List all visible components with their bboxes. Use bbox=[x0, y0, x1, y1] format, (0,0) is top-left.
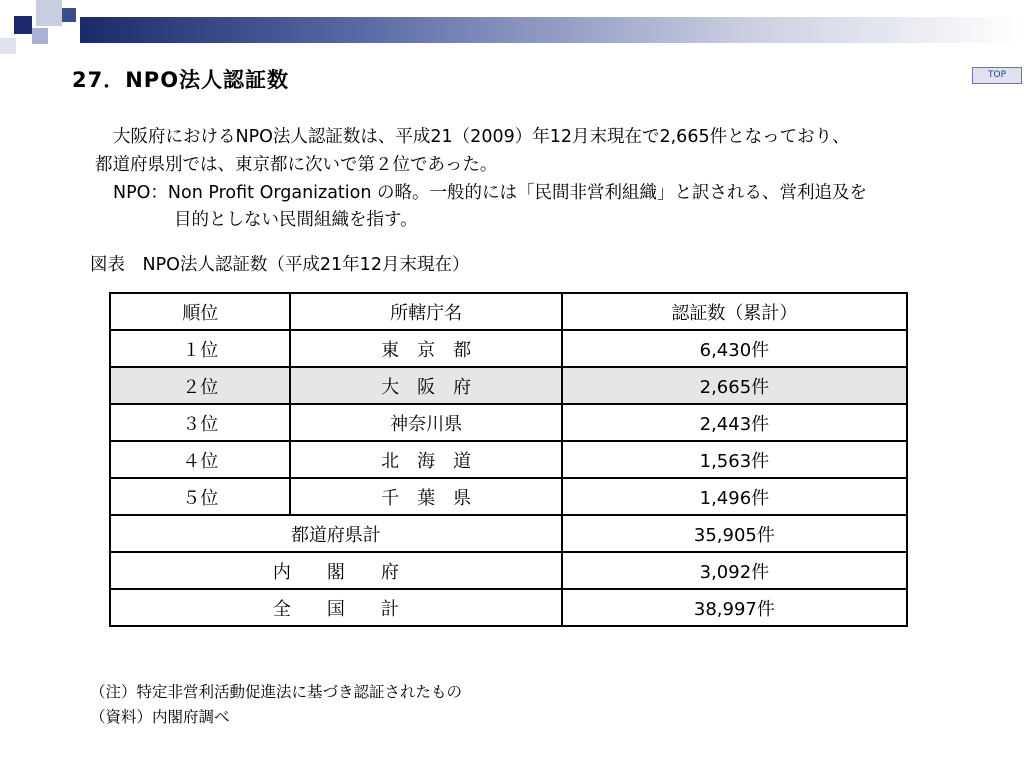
header-authority: 所轄庁名 bbox=[290, 293, 561, 330]
rank-cell: ４位 bbox=[110, 441, 290, 478]
header-rank: 順位 bbox=[110, 293, 290, 330]
authority-cell: 神奈川県 bbox=[290, 404, 561, 441]
total-row-prefectures bbox=[110, 515, 907, 552]
total-label-cell: 全 国 計 bbox=[110, 589, 562, 626]
total-label-cell: 都道府県計 bbox=[110, 515, 562, 552]
total-label-cell: 内 閣 府 bbox=[110, 552, 562, 589]
total-count-cell: 38,997件 bbox=[562, 589, 907, 626]
authority-cell: 千 葉 県 bbox=[290, 478, 561, 515]
rank-cell: ２位 bbox=[110, 367, 290, 404]
rank-cell: ５位 bbox=[110, 478, 290, 515]
intro-line-2: 都道府県別では、東京都に次いで第２位であった。 bbox=[95, 155, 498, 175]
footnote-note: （注）特定非営利活動促進法に基づき認証されたもの bbox=[90, 683, 463, 701]
corner-square-pale bbox=[0, 38, 16, 54]
total-count-cell: 35,905件 bbox=[562, 515, 907, 552]
authority-cell: 東 京 都 bbox=[290, 330, 561, 367]
intro-line-4: 目的としない民間組織を指す。 bbox=[174, 210, 418, 230]
footnote-source: （資料）内閣府調べ bbox=[90, 708, 230, 726]
corner-square-dark bbox=[14, 16, 32, 34]
intro-line-1: 大阪府におけるNPO法人認証数は、平成21（2009）年12月末現在で2,665件となっており、 bbox=[113, 127, 850, 147]
count-cell: 1,563件 bbox=[562, 441, 907, 478]
page-title: 27．NPO法人認証数 bbox=[72, 68, 290, 92]
npo-certification-table bbox=[109, 292, 908, 627]
header-count: 認証数（累計） bbox=[562, 293, 907, 330]
total-count-cell: 3,092件 bbox=[562, 552, 907, 589]
total-row-national bbox=[110, 589, 907, 626]
count-cell: 6,430件 bbox=[562, 330, 907, 367]
table-row bbox=[110, 478, 907, 515]
top-link-button[interactable]: TOP bbox=[972, 67, 1022, 84]
count-cell: 1,496件 bbox=[562, 478, 907, 515]
corner-square-dark-small bbox=[62, 8, 76, 22]
rank-cell: ３位 bbox=[110, 404, 290, 441]
rank-cell: １位 bbox=[110, 330, 290, 367]
count-cell: 2,665件 bbox=[562, 367, 907, 404]
table-row bbox=[110, 404, 907, 441]
authority-cell: 北 海 道 bbox=[290, 441, 561, 478]
count-cell: 2,443件 bbox=[562, 404, 907, 441]
authority-cell: 大 阪 府 bbox=[290, 367, 561, 404]
table-header-row bbox=[110, 293, 907, 330]
table-row bbox=[110, 441, 907, 478]
table-row-highlighted bbox=[110, 367, 907, 404]
table-row bbox=[110, 330, 907, 367]
total-row-cabinet-office bbox=[110, 552, 907, 589]
corner-square-light bbox=[36, 0, 62, 26]
header-gradient-band bbox=[80, 17, 1024, 43]
table-caption: 図表 NPO法人認証数（平成21年12月末現在） bbox=[90, 255, 470, 275]
intro-line-3: NPO：Non Profit Organization の略。一般的には「民間非営利組織」と訳される、営利追及を bbox=[113, 183, 868, 203]
corner-square-mid bbox=[32, 28, 48, 44]
